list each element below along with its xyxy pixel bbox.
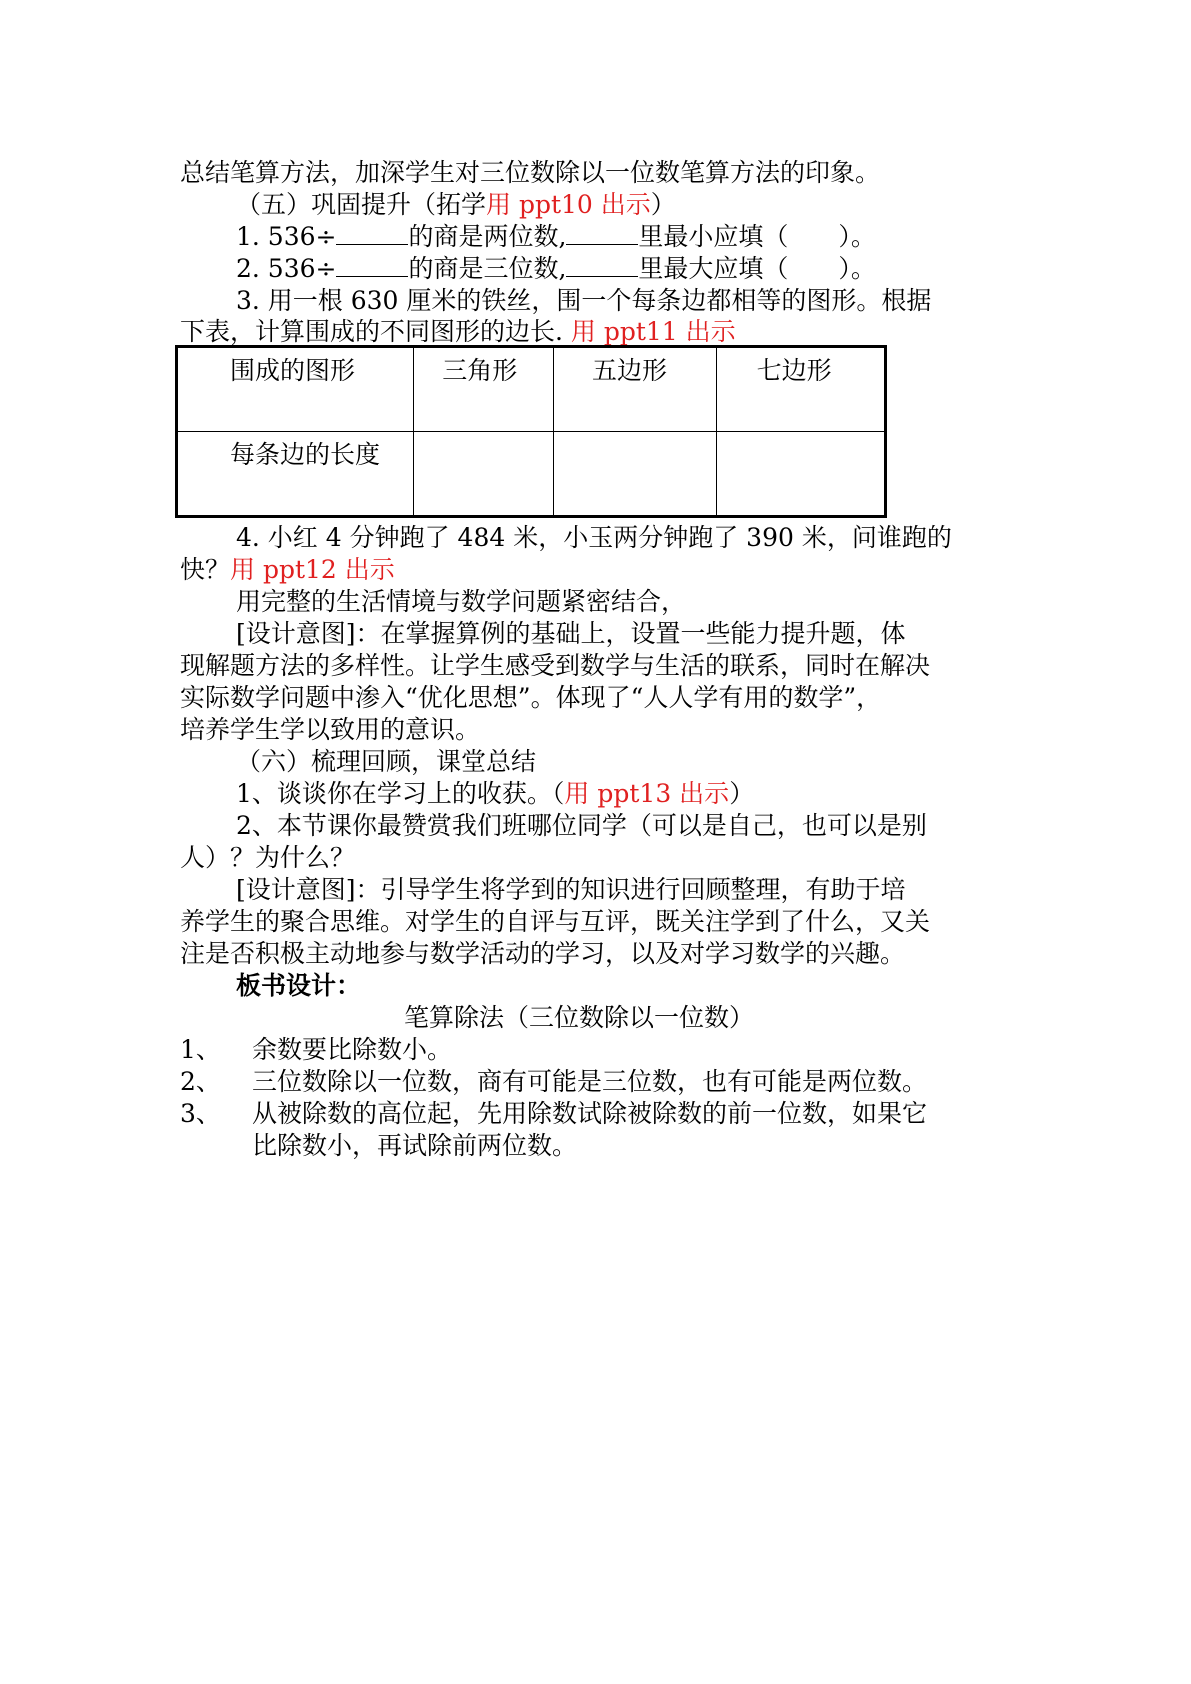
text-span: ） bbox=[729, 779, 755, 808]
text-span: 1. 536÷ bbox=[236, 222, 337, 251]
text-span: 总结笔算方法，加深学生对三位数除以一位数笔算方法的印象。 bbox=[180, 158, 881, 187]
text-span: [设计意图]：引导学生将学到的知识进行回顾整理，有助于培 bbox=[236, 875, 906, 904]
board-item bbox=[180, 1098, 1010, 1130]
text-span: 里最小应填（ ）。 bbox=[638, 222, 876, 251]
item-number: 2、 bbox=[180, 1067, 221, 1096]
text-span: 的商是三位数, bbox=[408, 254, 567, 283]
table-header-cell: 围成的图形 bbox=[177, 347, 414, 432]
table-cell bbox=[554, 432, 717, 517]
item-text: 三位数除以一位数，商有可能是三位数，也有可能是两位数。 bbox=[252, 1067, 928, 1096]
text-span: 下表，计算围成的不同图形的边长. bbox=[180, 317, 563, 346]
question-3-line-1 bbox=[236, 285, 1066, 317]
table-header-cell: 七边形 bbox=[716, 347, 885, 432]
section-six-heading bbox=[236, 746, 1066, 778]
board-item bbox=[180, 1034, 1010, 1066]
question-2 bbox=[236, 253, 1066, 285]
text-span: 快？ bbox=[180, 555, 231, 584]
table-header-cell: 五边形 bbox=[554, 347, 717, 432]
text-span: 培养学生学以致用的意识。 bbox=[180, 715, 481, 744]
text-span: 4. 小红 4 分钟跑了 484 米，小玉两分钟跑了 390 米，问谁跑的 bbox=[236, 523, 952, 552]
text-span: 人）？为什么？ bbox=[180, 843, 356, 872]
design-intent-line bbox=[236, 618, 1066, 650]
review-item-1 bbox=[236, 778, 1066, 810]
text-span: 现解题方法的多样性。让学生感受到数学与生活的联系，同时在解决 bbox=[180, 651, 931, 680]
paragraph-line bbox=[180, 714, 1010, 746]
text-span: 用完整的生活情境与数学问题紧密结合， bbox=[236, 587, 687, 616]
board-title bbox=[404, 1002, 1191, 1034]
text-span: （五）巩固提升（拓学 bbox=[236, 190, 487, 219]
table-row bbox=[177, 432, 886, 517]
paragraph-line bbox=[236, 586, 1066, 618]
paragraph-line bbox=[180, 906, 1010, 938]
item-text: 比除数小，再试除前两位数。 bbox=[252, 1131, 578, 1160]
text-span: 的商是两位数, bbox=[408, 222, 567, 251]
question-4-line-2 bbox=[180, 554, 1010, 586]
review-item-2 bbox=[236, 810, 1066, 842]
text-span: 注是否积极主动地参与数学活动的学习，以及对学习数学的兴趣。 bbox=[180, 939, 906, 968]
question-3-line-2 bbox=[180, 316, 1010, 348]
question-4-line-1 bbox=[236, 522, 1066, 554]
text-span: ） bbox=[650, 190, 676, 219]
paragraph-line bbox=[180, 650, 1010, 682]
text-span: 实际数学问题中渗入“优化思想”。体现了“人人学有用的数学”， bbox=[180, 683, 882, 712]
table-cell bbox=[414, 432, 554, 517]
ppt-reference: 用 ppt11 出示 bbox=[570, 317, 736, 346]
ppt-reference: 用 ppt12 出示 bbox=[230, 555, 395, 584]
paragraph-line bbox=[180, 842, 1010, 874]
table-row bbox=[177, 347, 886, 432]
board-item bbox=[180, 1066, 1010, 1098]
table-cell bbox=[716, 432, 885, 517]
design-intent-line bbox=[236, 874, 1066, 906]
question-1 bbox=[236, 221, 1066, 253]
paragraph-line bbox=[180, 938, 1010, 970]
item-text: 从被除数的高位起，先用除数试除被除数的前一位数，如果它 bbox=[252, 1099, 928, 1128]
section-five-heading bbox=[236, 189, 1066, 221]
text-span: 板书设计： bbox=[236, 971, 362, 1000]
summary-line bbox=[180, 157, 1010, 189]
text-span: 养学生的聚合思维。对学生的自评与互评，既关注学到了什么，又关 bbox=[180, 907, 931, 936]
item-number: 3、 bbox=[180, 1099, 221, 1128]
blank-underline bbox=[336, 222, 408, 245]
text-span: 笔算除法（三位数除以一位数） bbox=[404, 1003, 755, 1032]
blank-underline bbox=[336, 254, 408, 277]
text-span: 1、谈谈你在学习上的收获。（ bbox=[236, 779, 565, 808]
table-header-cell: 三角形 bbox=[414, 347, 554, 432]
table-row-label: 每条边的长度 bbox=[177, 432, 414, 517]
item-text: 余数要比除数小。 bbox=[252, 1035, 453, 1064]
blank-underline bbox=[566, 222, 638, 245]
text-span: 2. 536÷ bbox=[236, 254, 337, 283]
text-span: 2、本节课你最赞赏我们班哪位同学（可以是自己，也可以是别 bbox=[236, 811, 927, 840]
text-span: [设计意图]：在掌握算例的基础上，设置一些能力提升题，体 bbox=[236, 619, 906, 648]
paragraph-line bbox=[180, 682, 1010, 714]
item-number: 1、 bbox=[180, 1035, 221, 1064]
blank-underline bbox=[566, 254, 638, 277]
shape-side-table bbox=[175, 345, 887, 518]
board-design-heading bbox=[236, 970, 1066, 1002]
ppt-reference: 用 ppt10 出示 bbox=[486, 190, 651, 219]
text-span: 3. 用一根 630 厘米的铁丝，围一个每条边都相等的图形。根据 bbox=[236, 286, 932, 315]
text-span: （六）梳理回顾，课堂总结 bbox=[236, 747, 537, 776]
text-span: 里最大应填（ ）。 bbox=[638, 254, 876, 283]
board-item bbox=[180, 1130, 1010, 1162]
ppt-reference: 用 ppt13 出示 bbox=[564, 779, 730, 808]
